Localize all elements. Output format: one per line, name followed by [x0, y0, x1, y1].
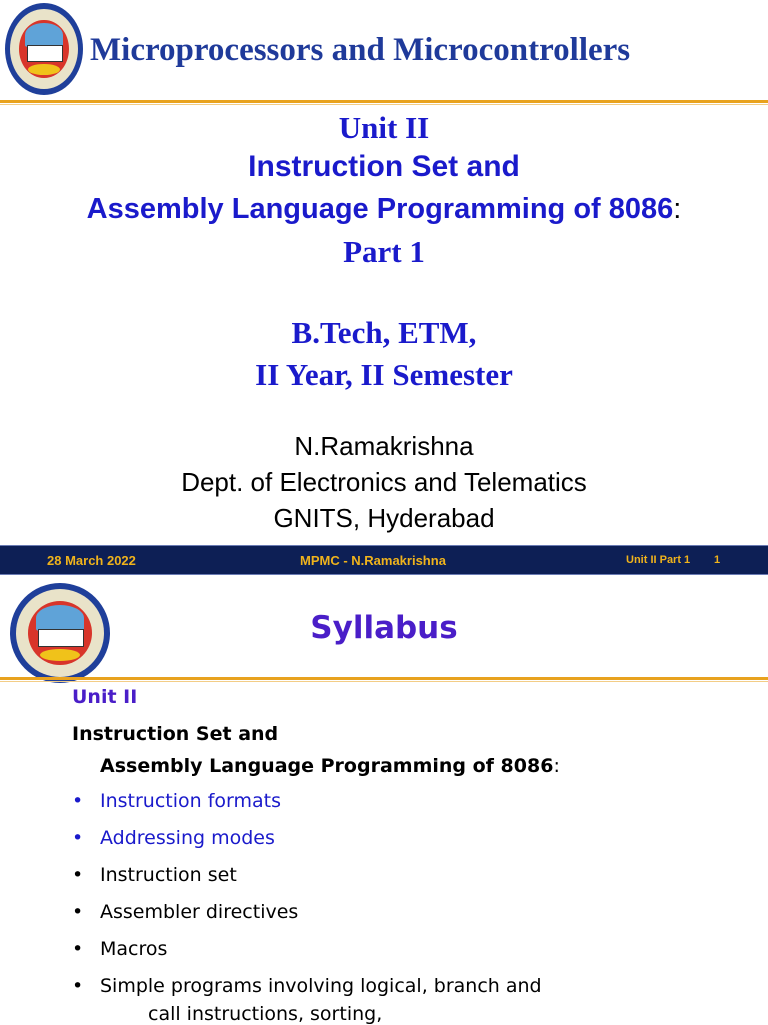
syllabus-title: Syllabus — [310, 610, 458, 646]
footer-date: 28 March 2022 — [47, 553, 136, 568]
list-item-label: Macros — [100, 938, 168, 960]
list-item-label: Addressing modes — [100, 827, 275, 849]
bullet-icon: • — [72, 975, 84, 997]
bullet-icon: • — [72, 938, 84, 960]
topic-line-1: Instruction Set and — [248, 150, 520, 183]
author-name: N.Ramakrishna — [294, 431, 474, 461]
course-title: Microprocessors and Microcontrollers — [90, 32, 631, 68]
syllabus-heading-1: Instruction Set and — [72, 723, 279, 745]
list-item — [72, 827, 275, 849]
year-label: II Year, II Semester — [255, 357, 513, 392]
syllabus-unit: Unit II — [72, 686, 138, 708]
list-continuation: call instructions, sorting, — [148, 1003, 383, 1025]
bullet-icon: • — [72, 827, 84, 849]
bullet-icon: • — [72, 864, 84, 886]
list-item-label: Instruction formats — [100, 790, 282, 812]
part-label: Part 1 — [343, 234, 425, 269]
slide-footer — [0, 545, 768, 575]
institute-name: GNITS, Hyderabad — [273, 503, 495, 533]
unit-label: Unit II — [338, 110, 430, 145]
list-item — [72, 901, 298, 923]
header-divider — [0, 677, 768, 680]
list-item — [72, 790, 281, 812]
list-item — [72, 864, 237, 886]
list-item-label: Instruction set — [100, 864, 237, 886]
program-label: B.Tech, ETM, — [291, 315, 477, 350]
header-divider — [0, 100, 768, 103]
list-item — [72, 938, 167, 960]
list-item-label: Simple programs involving logical, branch and — [100, 975, 542, 997]
syllabus-slide — [0, 575, 768, 1024]
bullet-icon: • — [72, 790, 84, 812]
syllabus-heading-2: Assembly Language Programming of 8086: — [100, 755, 560, 777]
list-item-label: Assembler directives — [100, 901, 299, 923]
list-item — [72, 975, 542, 997]
bullet-icon: • — [72, 901, 84, 923]
footer-center: MPMC - N.Ramakrishna — [300, 553, 446, 568]
department-name: Dept. of Electronics and Telematics — [181, 467, 587, 497]
footer-unit-part: Unit II Part 1 — [626, 554, 691, 566]
topic-line-2: Assembly Language Programming of 8086: — [86, 193, 682, 225]
college-logo-icon — [5, 3, 83, 95]
footer-page-number: 1 — [714, 554, 721, 566]
